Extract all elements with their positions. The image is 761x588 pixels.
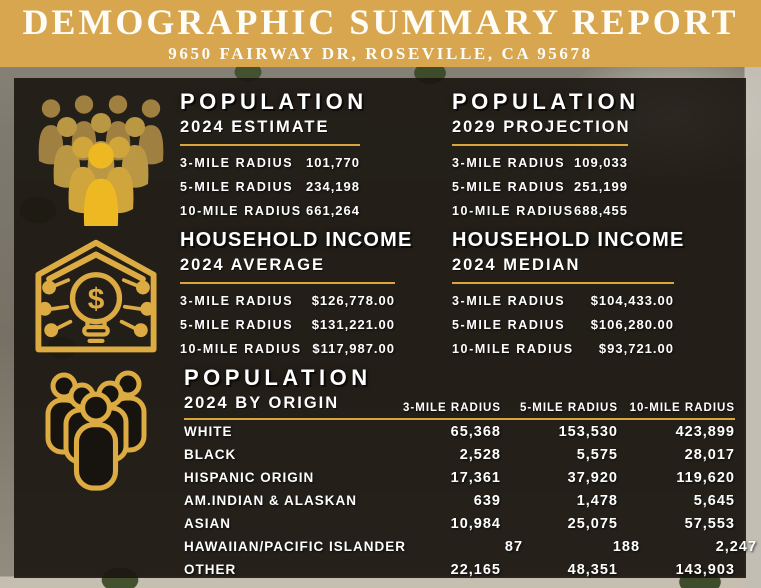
radius-value: $106,280.00 — [590, 317, 674, 332]
origin-value: 17,361 — [450, 469, 501, 486]
stat-row — [180, 155, 360, 170]
gold-divider — [180, 144, 360, 146]
radius-value: $131,221.00 — [311, 317, 395, 332]
origin-label: ASIAN — [184, 516, 232, 531]
radius-label: 5-MILE RADIUS — [180, 318, 294, 332]
section-income-2024-average — [180, 227, 413, 356]
radius-value: $93,721.00 — [598, 341, 674, 356]
stat-row — [452, 179, 628, 194]
origin-value: 5,645 — [693, 492, 735, 509]
gold-divider — [452, 144, 628, 146]
stat-row — [180, 203, 360, 218]
origin-label: HISPANIC ORIGIN — [184, 470, 315, 485]
origin-value: 5,575 — [576, 446, 618, 463]
table-row — [184, 466, 735, 489]
section-subtitle: 2024 ESTIMATE — [180, 118, 330, 136]
section-population-2024-estimate — [180, 89, 368, 218]
table-row — [184, 420, 735, 443]
radius-label: 10-MILE RADIUS — [452, 204, 574, 218]
section-income-2024-median — [452, 227, 685, 356]
radius-label: 10-MILE RADIUS — [180, 204, 302, 218]
origin-value: 37,920 — [567, 469, 618, 486]
radius-value: 251,199 — [574, 179, 628, 194]
radius-value: 101,770 — [306, 155, 360, 170]
origin-value: 2,247 — [715, 538, 758, 555]
radius-label: 3-MILE RADIUS — [180, 294, 294, 308]
gold-divider — [452, 282, 674, 284]
radius-value: 688,455 — [574, 203, 628, 218]
origin-value: 423,899 — [675, 423, 735, 440]
radius-label: 3-MILE RADIUS — [452, 156, 566, 170]
section-subtitle: 2029 PROJECTION — [452, 118, 631, 136]
origin-label: OTHER — [184, 562, 237, 577]
origin-value: 143,903 — [675, 561, 735, 578]
radius-label: 3-MILE RADIUS — [452, 294, 566, 308]
origin-value: 28,017 — [684, 446, 735, 463]
origin-label: WHITE — [184, 424, 233, 439]
stat-row — [180, 341, 395, 356]
origin-value: 188 — [612, 538, 641, 555]
section-subtitle: 2024 MEDIAN — [452, 256, 581, 274]
report-header — [0, 0, 761, 67]
radius-label: 10-MILE RADIUS — [452, 342, 574, 356]
origin-value: 2,528 — [459, 446, 501, 463]
property-address: 9650 FAIRWAY DR, ROSEVILLE, CA 95678 — [168, 44, 593, 63]
table-row — [184, 535, 758, 558]
origin-label: BLACK — [184, 447, 237, 462]
table-row — [184, 512, 735, 535]
people-crowd-icon — [26, 86, 176, 226]
stat-row — [452, 155, 628, 170]
column-header-3-mile: 3-MILE RADIUS — [403, 402, 501, 414]
radius-value: $126,778.00 — [311, 293, 395, 308]
section-subtitle: 2024 AVERAGE — [180, 256, 326, 274]
section-title: POPULATION — [180, 89, 368, 114]
origin-value: 22,165 — [450, 561, 501, 578]
section-title: HOUSEHOLD INCOME — [180, 229, 413, 251]
table-row — [184, 443, 735, 466]
origin-value: 10,984 — [450, 515, 501, 532]
stat-row — [452, 341, 674, 356]
stat-row — [180, 293, 395, 308]
people-group-outline-icon — [34, 370, 158, 494]
origin-value: 119,620 — [676, 469, 735, 486]
stat-row — [452, 203, 628, 218]
radius-label: 5-MILE RADIUS — [452, 180, 566, 194]
radius-value: $117,987.00 — [312, 341, 395, 356]
table-row — [184, 558, 735, 581]
origin-value: 25,075 — [567, 515, 618, 532]
section-population-2029-projection — [452, 89, 640, 218]
population-by-origin-table — [184, 389, 758, 581]
table-row — [184, 489, 735, 512]
origin-value: 57,553 — [684, 515, 735, 532]
radius-value: 661,264 — [306, 203, 360, 218]
house-dollar-bulb-icon — [32, 236, 160, 354]
origin-value: 1,478 — [576, 492, 618, 509]
origin-value: 48,351 — [567, 561, 618, 578]
stat-row — [452, 317, 674, 332]
origin-value: 639 — [473, 492, 501, 509]
table-header-row — [184, 389, 735, 414]
origin-value: 65,368 — [450, 423, 501, 440]
content-panel — [14, 78, 758, 578]
radius-label: 5-MILE RADIUS — [180, 180, 294, 194]
section-title: POPULATION — [184, 365, 372, 390]
stat-row — [452, 293, 674, 308]
radius-label: 3-MILE RADIUS — [180, 156, 294, 170]
stat-row — [180, 179, 360, 194]
radius-label: 5-MILE RADIUS — [452, 318, 566, 332]
column-header-5-mile: 5-MILE RADIUS — [520, 402, 618, 414]
origin-value: 87 — [504, 538, 524, 555]
origin-label: HAWAIIAN/PACIFIC ISLANDER — [184, 539, 407, 554]
origin-label: AM.INDIAN & ALASKAN — [184, 493, 357, 508]
column-header-10-mile: 10-MILE RADIUS — [629, 402, 735, 414]
section-title: HOUSEHOLD INCOME — [452, 229, 685, 251]
radius-value: $104,433.00 — [590, 293, 674, 308]
svg-text:$: $ — [87, 282, 105, 316]
origin-value: 153,530 — [558, 423, 618, 440]
stat-row — [180, 317, 395, 332]
gold-divider — [180, 282, 395, 284]
section-subtitle: 2024 BY ORIGIN — [184, 394, 340, 412]
radius-value: 109,033 — [574, 155, 628, 170]
page-title: DEMOGRAPHIC SUMMARY REPORT — [22, 2, 739, 42]
radius-value: 234,198 — [306, 179, 360, 194]
section-title: POPULATION — [452, 89, 640, 114]
radius-label: 10-MILE RADIUS — [180, 342, 302, 356]
